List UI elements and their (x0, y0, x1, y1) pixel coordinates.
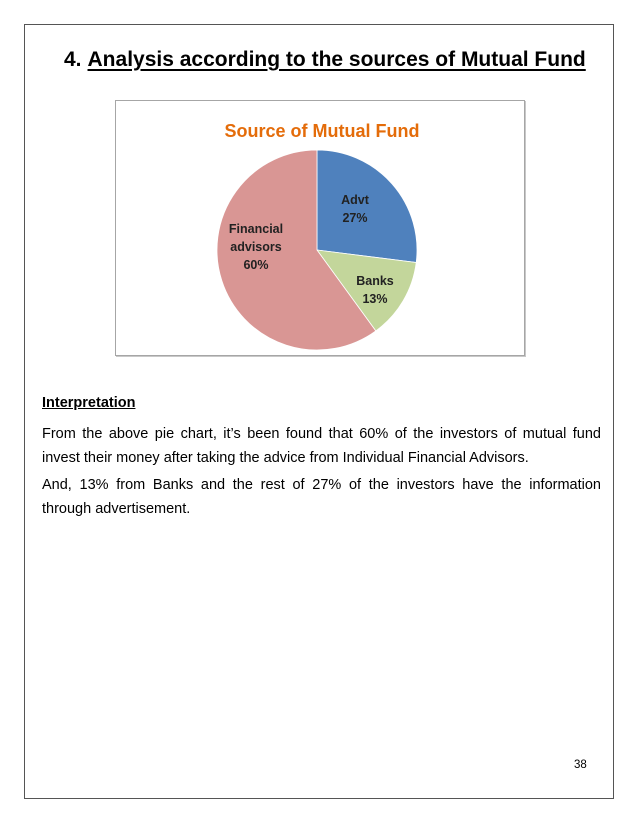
interpretation-paragraph-1: From the above pie chart, it’s been found that 60% of the investors of mutual fund invest their money after taking the advice from Individual Financial Advisors. (42, 426, 601, 466)
pie-chart (115, 100, 525, 356)
section-number: 4. (64, 48, 82, 71)
pie-label-financial-advisors: Financial advisors 60% (228, 222, 284, 272)
chart-title: Source of Mutual Fund (224, 121, 420, 141)
section-title: Analysis according to the sources of Mutual Fund (87, 48, 586, 71)
pie-label-banks: Banks 13% (356, 274, 394, 306)
page-number: 38 (574, 759, 587, 771)
interpretation-paragraph-2: And, 13% from Banks and the rest of 27% of the investors have the information through advertisement. (42, 477, 601, 517)
pie-label-advt: Advt 27% (341, 193, 369, 225)
section-heading (64, 48, 586, 72)
pie-chart-svg (116, 101, 524, 355)
interpretation-heading: Interpretation (42, 395, 136, 411)
